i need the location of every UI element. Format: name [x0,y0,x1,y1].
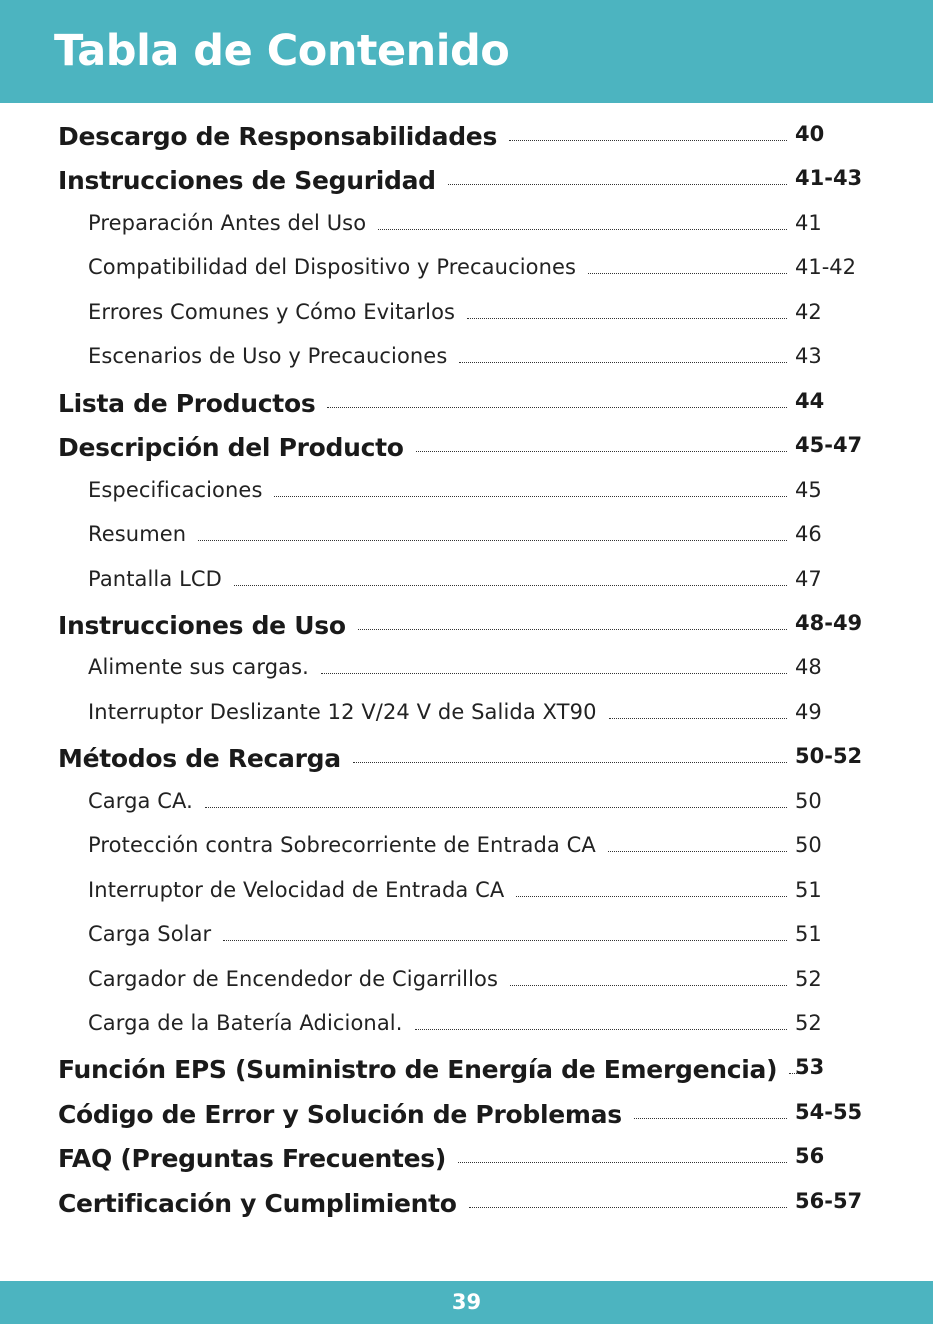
toc-entry[interactable] [0,567,933,601]
toc-entry-page: 52 [795,1011,822,1035]
toc-entry-page: 50 [795,789,822,813]
toc-entry[interactable] [0,1100,933,1134]
toc-entry-title: Lista de Productos [58,389,321,418]
toc-entry-page: 48-49 [795,611,863,635]
toc-entry-page: 44 [795,389,825,413]
toc-entry-page: 53 [795,1055,825,1079]
toc-entry-page: 52 [795,967,822,991]
toc-entry-title: Resumen [88,522,192,546]
toc-entry[interactable] [0,166,933,200]
dot-leader [353,762,787,763]
toc-entry[interactable] [0,344,933,378]
toc-entry-page: 42 [795,300,822,324]
toc-entry-page: 43 [795,344,822,368]
toc-entry[interactable] [0,433,933,467]
dot-leader [274,496,787,497]
dot-leader [516,896,787,897]
toc-entry-page: 56-57 [795,1189,863,1213]
toc-entry-title: Descripción del Producto [58,433,410,462]
toc-entry[interactable] [0,1011,933,1045]
toc-entry[interactable] [0,211,933,245]
footer-bar [0,1281,933,1324]
toc-entry-title: Errores Comunes y Cómo Evitarlos [88,300,461,324]
toc-entry-page: 50 [795,833,822,857]
toc-entry-title: Carga de la Batería Adicional. [88,1011,409,1035]
toc-entry[interactable] [0,1189,933,1223]
toc-entry[interactable] [0,967,933,1001]
toc-entry-title: Protección contra Sobrecorriente de Entrada CA [88,833,602,857]
header-banner [0,0,933,103]
toc-entry[interactable] [0,922,933,956]
toc-entry-title: Especificaciones [88,478,268,502]
toc-entry-title: Alimente sus cargas. [88,655,315,679]
toc-entry[interactable] [0,389,933,423]
toc-entry-page: 56 [795,1144,825,1168]
dot-leader [205,807,787,808]
dot-leader [509,140,787,141]
toc-entry-page: 41-43 [795,166,863,190]
dot-leader [510,985,787,986]
toc-entry[interactable] [0,878,933,912]
dot-leader [459,362,787,363]
dot-leader [234,585,787,586]
toc-entry-title: Instrucciones de Uso [58,611,352,640]
toc-entry-title: Preparación Antes del Uso [88,211,372,235]
toc-entry-page: 45-47 [795,433,863,457]
toc-entry-page: 41-42 [795,255,857,279]
dot-leader [588,273,787,274]
toc-entry[interactable] [0,700,933,734]
page-number: 39 [451,1290,482,1314]
toc-entry-page: 45 [795,478,822,502]
toc-entry-title: Carga Solar [88,922,217,946]
toc-entry-page: 48 [795,655,822,679]
toc-entry-title: Código de Error y Solución de Problemas [58,1100,628,1129]
toc-entry-title: Métodos de Recarga [58,744,347,773]
dot-leader [634,1118,787,1119]
dot-leader [448,184,787,185]
toc-entry-title: Cargador de Encendedor de Cigarrillos [88,967,504,991]
toc-entry-page: 47 [795,567,822,591]
toc-entry-title: Pantalla LCD [88,567,228,591]
toc-entry-page: 51 [795,922,822,946]
toc-entry[interactable] [0,1144,933,1178]
toc-entry-page: 41 [795,211,822,235]
toc-entry-title: Función EPS (Suministro de Energía de Emergencia) [58,1055,783,1084]
toc-entry[interactable] [0,255,933,289]
toc-entry-title: Carga CA. [88,789,199,813]
dot-leader [416,451,787,452]
toc-entry-title: Instrucciones de Seguridad [58,166,442,195]
toc-entry-title: Compatibilidad del Dispositivo y Precauciones [88,255,582,279]
toc-entry-title: Interruptor de Velocidad de Entrada CA [88,878,510,902]
dot-leader [378,229,787,230]
dot-leader [415,1029,787,1030]
toc-entry[interactable] [0,611,933,645]
toc-entry[interactable] [0,300,933,334]
toc-entry-title: Interruptor Deslizante 12 V/24 V de Salida XT90 [88,700,603,724]
dot-leader [321,673,787,674]
dot-leader [358,629,787,630]
toc-entry-page: 50-52 [795,744,863,768]
dot-leader [327,407,787,408]
toc-entry-page: 54-55 [795,1100,863,1124]
toc-entry-title: Escenarios de Uso y Precauciones [88,344,453,368]
toc-entry[interactable] [0,833,933,867]
toc-entry[interactable] [0,789,933,823]
dot-leader [223,940,787,941]
toc-entry[interactable] [0,1055,933,1089]
toc-entry-page: 46 [795,522,822,546]
toc-entry[interactable] [0,478,933,512]
dot-leader [198,540,787,541]
dot-leader [469,1207,787,1208]
toc-entry-page: 40 [795,122,825,146]
toc-entry-title: Certificación y Cumplimiento [58,1189,463,1218]
toc-entry[interactable] [0,122,933,156]
dot-leader [609,718,787,719]
toc-entry-page: 51 [795,878,822,902]
dot-leader [458,1162,787,1163]
dot-leader [608,851,787,852]
toc-entry-title: FAQ (Preguntas Frecuentes) [58,1144,452,1173]
page-title: Tabla de Contenido [54,26,510,76]
toc-entry[interactable] [0,655,933,689]
toc-entry[interactable] [0,744,933,778]
dot-leader [467,318,787,319]
toc-entry-page: 49 [795,700,822,724]
toc-entry[interactable] [0,522,933,556]
toc-entry-title: Descargo de Responsabilidades [58,122,503,151]
